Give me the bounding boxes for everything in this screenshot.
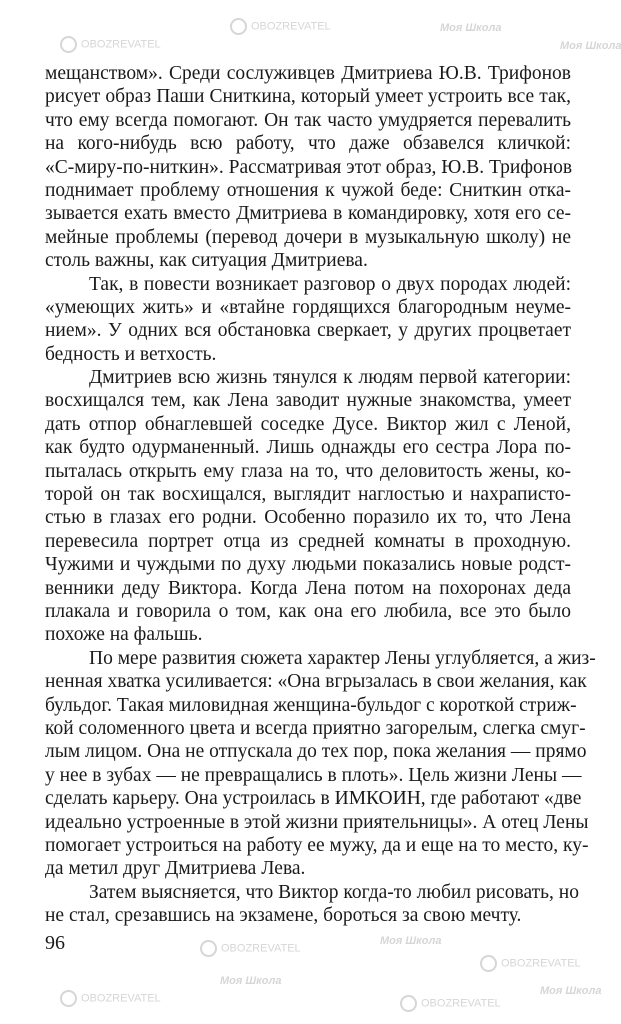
paragraph: [45, 647, 596, 881]
paragraph: [45, 273, 571, 367]
watermark: Моя Школа: [540, 985, 602, 997]
paragraph: [45, 62, 571, 273]
text-line: Чужими и чуждыми по духу людьми показались новые родст-: [45, 554, 571, 576]
watermark: OBOZREVATEL: [230, 18, 331, 35]
watermark: Моя Школа: [560, 40, 621, 52]
text-line: По мере развития сюжета характер Лены углубляется, а жиз-: [89, 647, 596, 669]
text-line: рисует образ Паши Сниткина, который умеет устроить все так,: [45, 86, 571, 108]
watermark: OBOZREVATEL: [60, 990, 161, 1007]
text-line: кой соломенного цвета и всегда приятно загорелым, слегка смуг-: [45, 717, 586, 739]
paragraph: [45, 881, 579, 928]
text-line: сделать карьеру. Она устроилась в ИМКОИН, где работают «две: [45, 788, 582, 810]
text-line: Дмитриев всю жизнь тянулся к людям первой категории:: [89, 367, 571, 389]
text-line: дать отпор обнаглевшей соседке Дусе. Виктор жил с Леной,: [45, 413, 571, 435]
paragraph: [45, 366, 571, 647]
watermark: Моя Школа: [380, 935, 442, 947]
watermark: OBOZREVATEL: [60, 36, 161, 53]
watermark: OBOZREVATEL: [200, 940, 301, 957]
text-line: «С-миру-по-ниткин». Рассматривая этот образ, Ю.В. Трифонов: [45, 156, 573, 178]
text-line: бульдог. Такая миловидная женщина-бульдог с короткой стриж-: [45, 694, 577, 716]
text-line: столь важны, как ситуация Дмитриева.: [45, 250, 368, 272]
text-line: не стал, срезавшись на экзамене, бороться за свою мечту.: [45, 905, 522, 927]
text-line: у нее в зубах — не превращались в плоть». Цель жизни Лены —: [45, 764, 582, 786]
text-line: венники деду Виктора. Когда Лена потом на похоронах деда: [45, 577, 571, 599]
page-body-text: [45, 62, 596, 927]
text-line: ненная хватка усиливается: «Она вгрызалась в свои желания, как: [45, 671, 587, 693]
text-line: нием». У одних вся обстановка сверкает, у других процветает: [45, 320, 571, 342]
text-line: бедность и ветхость.: [45, 343, 217, 365]
text-line: Затем выясняется, что Виктор когда-то любил рисовать, но: [89, 881, 579, 903]
text-line: да метил друг Дмитриева Лева.: [45, 858, 306, 880]
text-line: торой он так восхищался, выглядит наглостью и нахраписто-: [45, 484, 571, 506]
text-line: перевесила портрет отца из средней комнаты в проходную.: [45, 530, 571, 552]
text-line: восхищался тем, как Лена заводит нужные знакомства, умеет: [45, 390, 571, 412]
text-line: что ему всегда помогают. Он так часто умудряется перевалить: [45, 109, 571, 131]
text-line: на кого-нибудь всю работу, что даже обзавелся кличкой:: [45, 133, 571, 155]
text-line: мещанством». Среди сослуживцев Дмитриева Ю.В. Трифонов: [45, 63, 571, 84]
text-line: помогает устроиться на работу ее мужу, да и еще на то место, ку-: [45, 834, 589, 856]
text-line: мейные проблемы (перевод дочери в музыкальную школу) не: [45, 226, 571, 248]
text-line: похоже на фальшь.: [45, 624, 203, 646]
text-line: плакала и говорила о том, как она его любила, все это было: [45, 600, 571, 622]
text-line: пыталась открыть ему глаза на то, что деловитость жены, ко-: [45, 460, 571, 482]
text-line: идеально устроенные в этой жизни приятельницы». А отец Лены: [45, 811, 589, 833]
text-line: лым лицом. Она не отпускала до тех пор, пока желания — прямо: [45, 741, 587, 763]
text-line: Так, в повести возникает разговор о двух породах людей:: [89, 273, 571, 295]
watermark: Моя Школа: [220, 975, 282, 987]
watermark: Моя Школа: [440, 22, 502, 34]
page-number: 96: [45, 932, 65, 954]
text-line: как будто одурманенный. Лишь однажды его сестра Лора по-: [45, 437, 571, 459]
text-line: «умеющих жить» и «втайне гордящихся благородным неуме-: [45, 296, 571, 318]
watermark: OBOZREVATEL: [480, 955, 581, 972]
text-line: поднимает проблему отношения к чужой беде: Сниткин отка-: [45, 179, 571, 201]
text-line: зывается ехать вместо Дмитриева в командировку, хотя его се-: [45, 203, 571, 225]
text-line: стью в глазах его родни. Особенно поразило их то, что Лена: [45, 507, 571, 529]
watermark: OBOZREVATEL: [400, 995, 501, 1012]
